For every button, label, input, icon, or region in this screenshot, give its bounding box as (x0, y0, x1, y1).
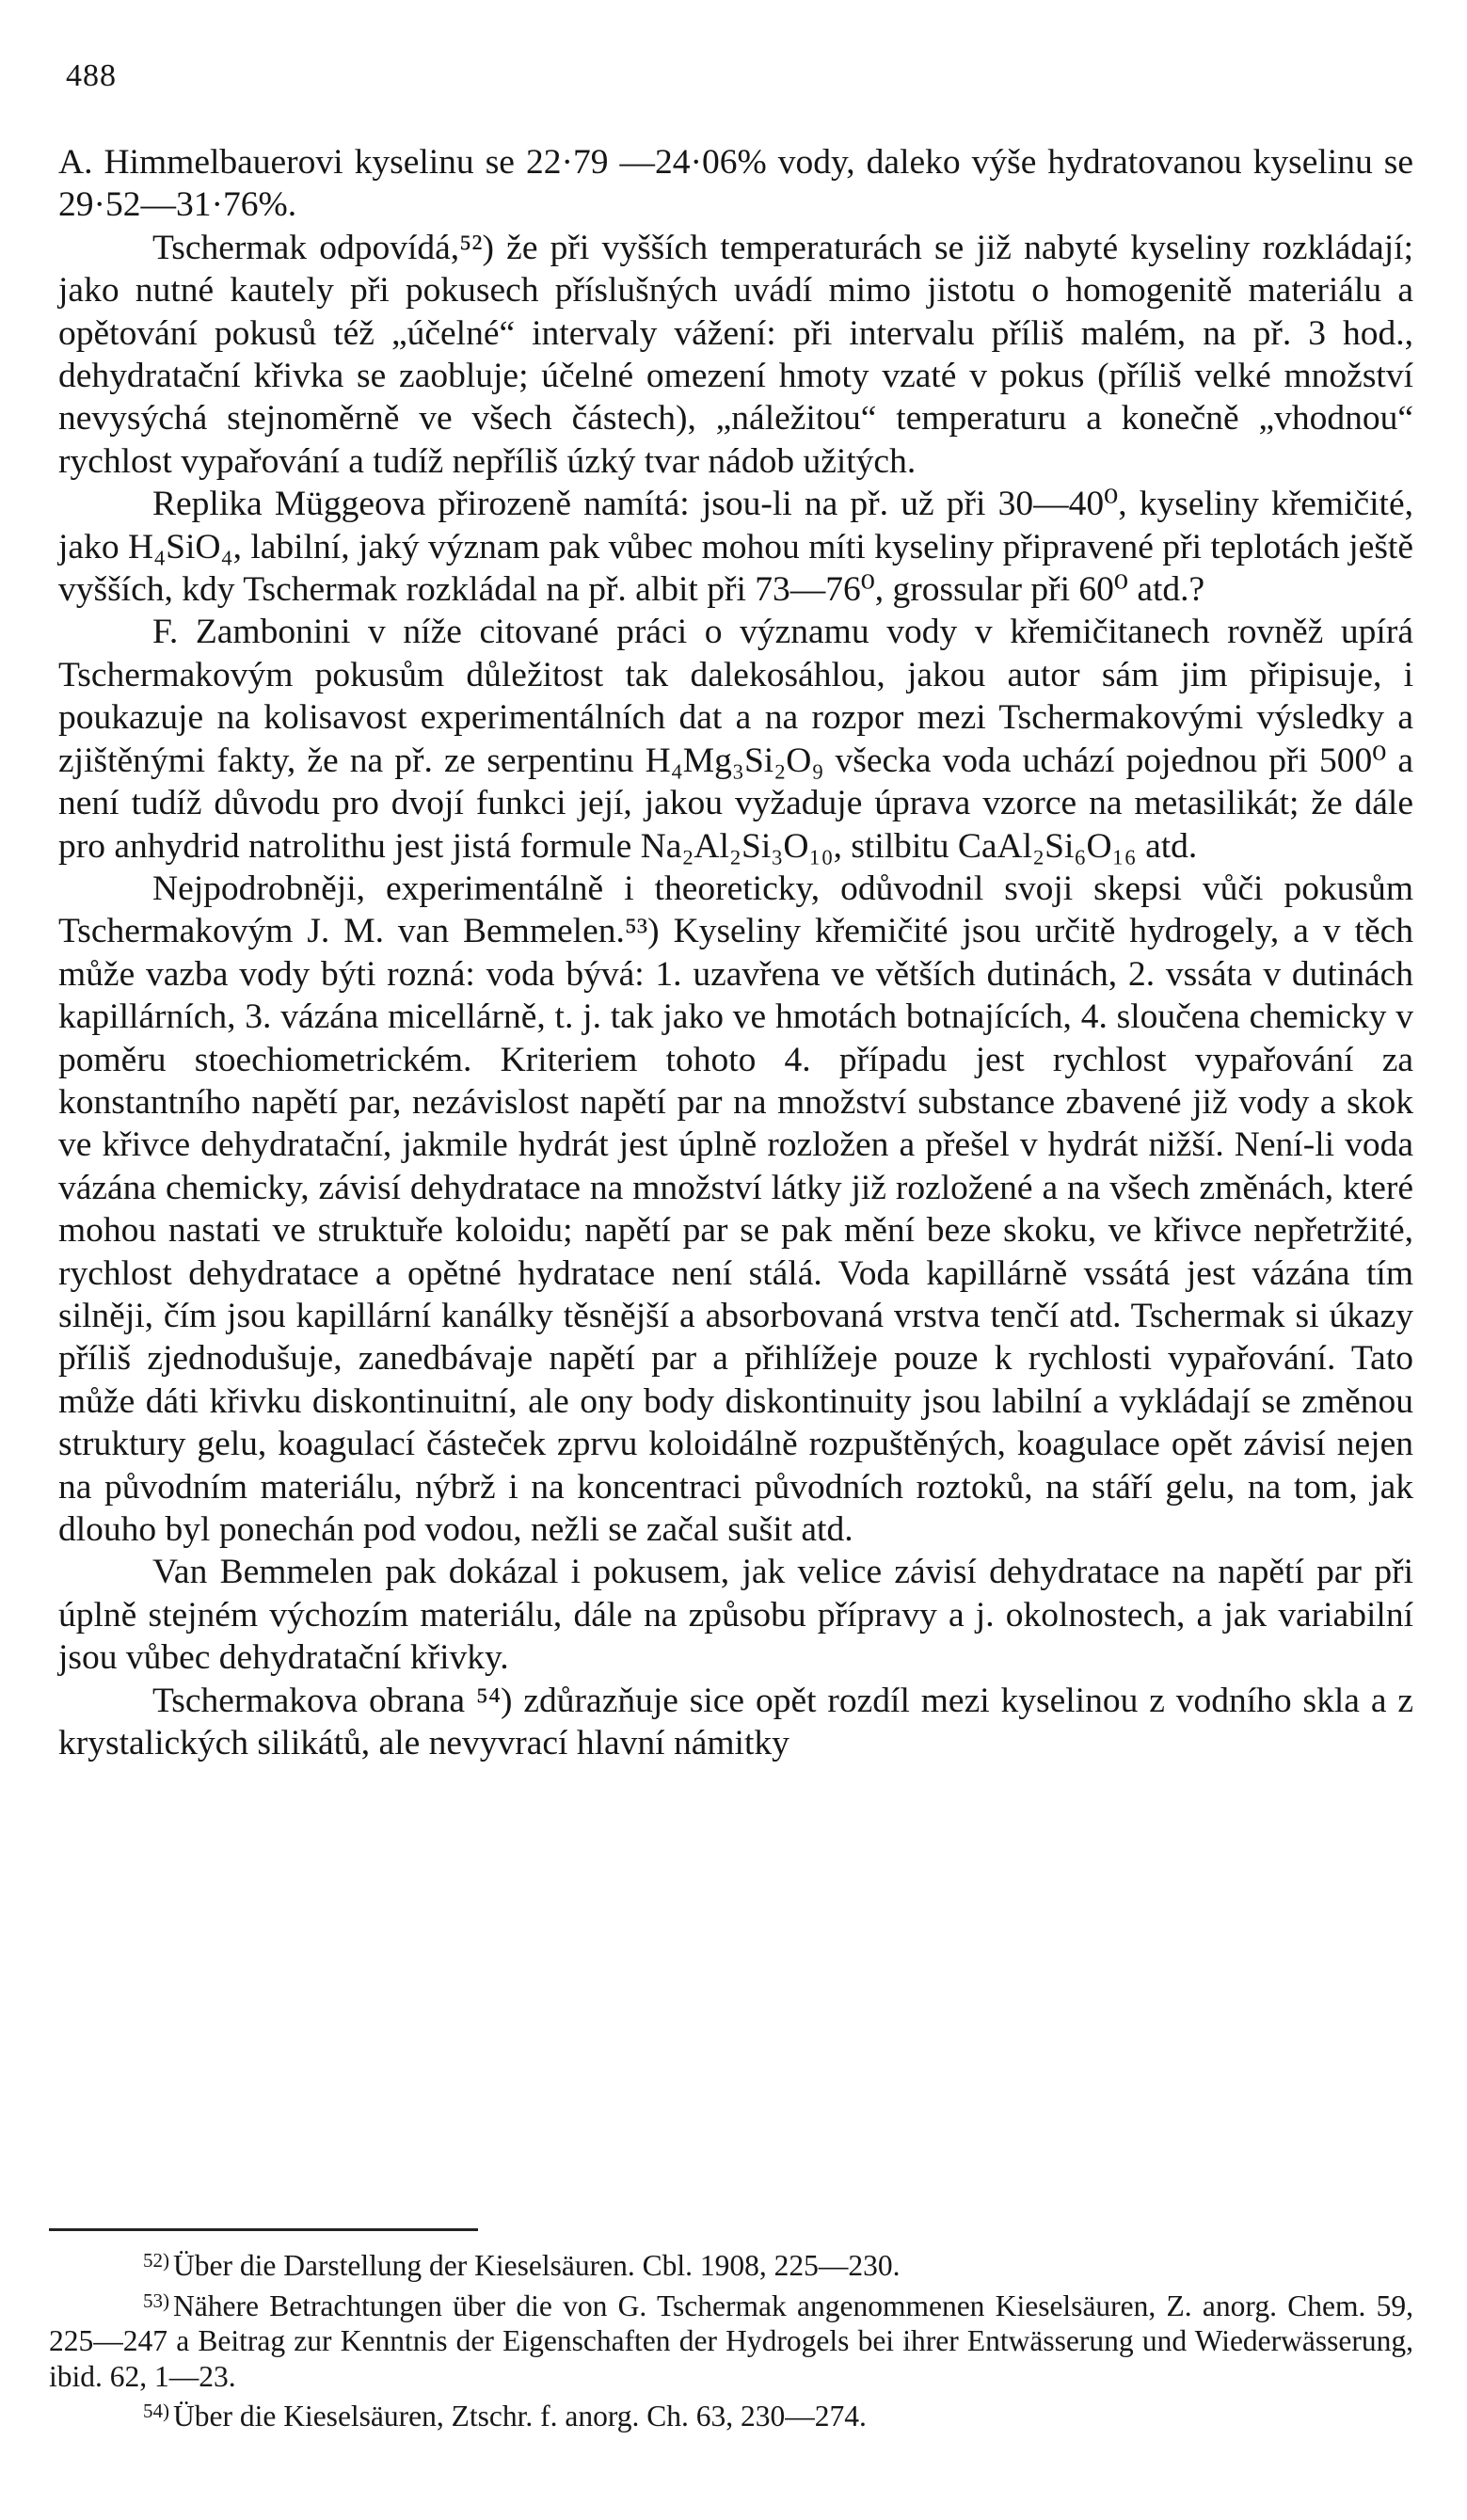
paragraph-6: Van Bemmelen pak dokázal i pokusem, jak velice závisí dehydratace na napětí par při úplně stejném výchozím materiálu, dále na způsobu přípravy a j. okolnostech, a jak variabilní jsou vůbec dehydratační křivky. (58, 1553, 1413, 1678)
page-number: 488 (66, 58, 117, 93)
paragraph-3: Replika Müggeova přirozeně namítá: jsou-li na př. už při 30—40⁰, kyseliny křemičité, jako H₄SiO₄, labilní, jaký význam pak vůbec mohou míti kyseliny připravené při teplotách ještě vyšších, kdy Tschermak rozkládal na př. albit při 73—76⁰, grossular při 60⁰ atd.? (58, 485, 1413, 610)
paragraph-4: F. Zambonini v níže citované práci o významu vody v křemičitanech rovněž upírá Tschermakovým pokusům důležitost tak dalekosáhlou, jakou autor sám jim připisuje, i poukazuje na kolisavost experimentálních dat a na rozpor mezi Tschermakovými výsledky a zjištěnými fakty, že na př. ze serpentinu H₄Mg₃Si₂O₉ všecka voda uchází pojednou při 500⁰ a není tudíž důvodu pro dvojí funkci její, jakou vyžaduje úprava vzorce na metasilikát; že dále pro anhydrid natrolithu jest jistá formule Na₂Al₂Si₃O₁₀, stilbitu CaAl₂Si₆O₁₆ atd. (58, 613, 1413, 866)
paragraph-7: Tschermakova obrana ⁵⁴) zdůrazňuje sice opět rozdíl mezi kyselinou z vodního skla a z krystalických silikátů, ale nevyvrací hlavní námitky (58, 1681, 1413, 1763)
footnote-text: Über die Darstellung der Kieselsäuren. Cbl. 1908, 225—230. (173, 2249, 901, 2282)
paragraph-5: Nejpodrobněji, experimentálně i theoreticky, odůvodnil svoji skepsi vůči pokusům Tschermakovým J. M. van Bemmelen.⁵³) Kyseliny křemičité jsou určitě hydrogely, a v těch může vazba vody býti rozná: voda bývá: 1. uzavřena ve větších dutinách, 2. vssáta v dutinách kapillárních, 3. vázána micellárně, t. j. tak jako ve hmotách botnajících, 4. sloučena chemicky v poměru stoechiometrickém. Kriteriem tohoto 4. případu jest rychlost vypařování za konstantního napětí par, nezávislost napětí par na množství substance zbavené již vody a skok ve křivce dehydratační, jakmile hydrát jest úplně rozložen a přešel v hydrát nižší. Není-li voda vázána chemicky, závisí dehydratace na množství látky již rozložené a na všech změnách, které mohou nastati ve struktuře koloidu; napětí par se pak mění beze skoku, ve křivce nepřetržité, rychlost dehydratace a opětné hydratace není stálá. Voda kapillárně vssátá jest vázána tím silněji, čím jsou kapillární kanálky těsnější a absorbovaná vrstva tenčí atd. Tschermak si úkazy příliš zjednodušuje, zanedbávaje napětí par a přihlížeje pouze k rychlosti vypařování. Tato může dáti křivku diskontinuitní, ale ony body diskontinuity jsou labilní a vykládají se změnou struktury gelu, koagulací částeček zprvu koloidálně rozpuštěných, koagulace opět závisí nejen na původním materiálu, nýbrž i na koncentraci původních roztoků, na stáří gelu, na tom, jak dlouho byl ponechán pod vodou, nežli se začal sušit atd. (58, 869, 1413, 1549)
paragraph-2: Tschermak odpovídá,⁵²) že při vyšších temperaturách se již nabyté kyseliny rozkládají; jako nutné kautely při pokusech příslušných uvádí mimo jistotu o homogenitě materiálu a opětování pokusů též „účelné“ intervaly vážení: při intervalu příliš malém, na př. 3 hod., dehydratační křivka se zaobluje; účelné omezení hmoty vzaté v pokus (příliš velké množství nevysýchá stejnoměrně ve všech částech), „náležitou“ temperaturu a konečně „vhodnou“ rychlost vypařování a tudíž nepříliš úzký tvar nádob užitých. (58, 228, 1413, 481)
footnotes (49, 2243, 1413, 2434)
footnote-text: Nähere Betrachtungen über die von G. Tschermak angenommenen Kieselsäuren, Z. anorg. Chem. 59, 225—247 a Beitrag zur Kenntnis der Eigenschaften der Hydrogels bei ihrer Entwässerung und Wiederwässerung, ibid. 62, 1—23. (49, 2289, 1413, 2393)
footnote-marker: 53) (143, 2289, 169, 2312)
footnote-divider (49, 2228, 478, 2231)
footnote-text: Über die Kieselsäuren, Ztschr. f. anorg. Ch. 63, 230—274. (173, 2400, 867, 2432)
paragraph-1: A. Himmelbauerovi kyselinu se 22·79 —24·06% vody, daleko výše hydratovanou kyselinu se 29·52—31·76%. (58, 143, 1413, 225)
footnote-52 (49, 2243, 1413, 2284)
footnote-marker: 52) (143, 2249, 169, 2272)
footnote-marker: 54) (143, 2400, 169, 2422)
footnote-54 (49, 2394, 1413, 2434)
footnote-53 (49, 2284, 1413, 2395)
body-text (58, 141, 1413, 1764)
